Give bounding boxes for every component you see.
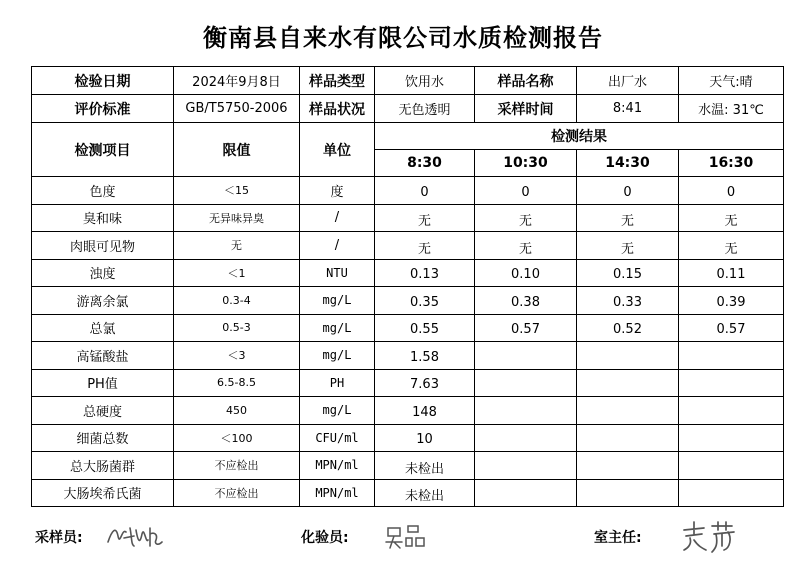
- row-result: 无: [577, 232, 679, 260]
- row-result: 无: [679, 204, 784, 232]
- row-result: 未检出: [375, 479, 475, 507]
- row-result: 0.39: [679, 287, 784, 315]
- sampler-label: 采样员:: [35, 530, 83, 546]
- row-item: 大肠埃希氏菌: [32, 479, 174, 507]
- row-result: [475, 424, 577, 452]
- row-result: 无: [375, 204, 475, 232]
- row-result: 0.33: [577, 287, 679, 315]
- row-result: [679, 369, 784, 397]
- row-result: 7.63: [375, 369, 475, 397]
- row-unit: mg/L: [300, 397, 375, 425]
- row-result: 无: [475, 204, 577, 232]
- row-result: 无: [679, 232, 784, 260]
- column-header-row-1: [32, 123, 784, 150]
- row-result: 0.15: [577, 259, 679, 287]
- row-result: [475, 452, 577, 480]
- row-unit: MPN/ml: [300, 452, 375, 480]
- row-result: [577, 452, 679, 480]
- row-unit: CFU/ml: [300, 424, 375, 452]
- table-row-color: [32, 177, 784, 205]
- table-row-total-hardness: [32, 397, 784, 425]
- row-unit: /: [300, 232, 375, 260]
- row-result: 0.13: [375, 259, 475, 287]
- row-result: [577, 424, 679, 452]
- director-signature: [682, 520, 738, 554]
- row-result: 无: [577, 204, 679, 232]
- row-result: [577, 342, 679, 370]
- row-limit: ＜15: [174, 177, 300, 205]
- row-limit: 无异味异臭: [174, 204, 300, 232]
- row-item: 高锰酸盐: [32, 342, 174, 370]
- row-limit: ＜3: [174, 342, 300, 370]
- row-item: 细菌总数: [32, 424, 174, 452]
- table-row-total-coliform: [32, 452, 784, 480]
- row-result: 0.35: [375, 287, 475, 315]
- row-item: PH值: [32, 369, 174, 397]
- row-limit: 6.5-8.5: [174, 369, 300, 397]
- row-item: 色度: [32, 177, 174, 205]
- row-limit: 450: [174, 397, 300, 425]
- table-row-permanganate: [32, 342, 784, 370]
- sampling-time-label: 采样时间: [475, 95, 577, 123]
- row-limit: 0.3-4: [174, 287, 300, 315]
- row-result: 0.52: [577, 314, 679, 342]
- standard-value: GB/T5750-2006: [174, 95, 300, 123]
- row-result: [679, 397, 784, 425]
- row-item: 游离余氯: [32, 287, 174, 315]
- row-result: [679, 479, 784, 507]
- col-time-header: 14:30: [577, 150, 679, 177]
- row-result: 10: [375, 424, 475, 452]
- sample-type-label: 样品类型: [300, 67, 375, 95]
- row-result: [679, 452, 784, 480]
- row-unit: mg/L: [300, 314, 375, 342]
- row-result: 0: [375, 177, 475, 205]
- row-limit: ＜1: [174, 259, 300, 287]
- row-unit: mg/L: [300, 287, 375, 315]
- row-result: [475, 397, 577, 425]
- row-result: 无: [375, 232, 475, 260]
- row-limit: 无: [174, 232, 300, 260]
- table-row-visible-matter: [32, 232, 784, 260]
- row-result: 0.57: [475, 314, 577, 342]
- row-item: 总氯: [32, 314, 174, 342]
- row-limit: ＜100: [174, 424, 300, 452]
- row-item: 臭和味: [32, 204, 174, 232]
- water-temp-value: 水温: 31℃: [679, 95, 784, 123]
- row-result: [475, 369, 577, 397]
- row-result: [679, 342, 784, 370]
- col-time-header: 10:30: [475, 150, 577, 177]
- standard-label: 评价标准: [32, 95, 174, 123]
- col-time-header: 16:30: [679, 150, 784, 177]
- row-unit: NTU: [300, 259, 375, 287]
- row-result: 0: [475, 177, 577, 205]
- row-limit: 不应检出: [174, 479, 300, 507]
- test-date-value: 2024年9月8日: [174, 67, 300, 95]
- sampling-time-value: 8:41: [577, 95, 679, 123]
- row-item: 总大肠菌群: [32, 452, 174, 480]
- row-result: [577, 479, 679, 507]
- row-unit: mg/L: [300, 342, 375, 370]
- sample-name-value: 出厂水: [577, 67, 679, 95]
- row-item: 浊度: [32, 259, 174, 287]
- row-result: 0: [679, 177, 784, 205]
- row-limit: 0.5-3: [174, 314, 300, 342]
- header-row-1: [32, 67, 784, 95]
- col-item-header: 检测项目: [32, 123, 174, 177]
- row-result: [475, 342, 577, 370]
- director-label: 室主任:: [594, 530, 642, 546]
- sampler-signature: [104, 520, 166, 552]
- row-result: 0.38: [475, 287, 577, 315]
- row-result: 0.55: [375, 314, 475, 342]
- row-result: 0.10: [475, 259, 577, 287]
- row-result: [679, 424, 784, 452]
- col-limit-header: 限值: [174, 123, 300, 177]
- row-unit: /: [300, 204, 375, 232]
- table-row-turbidity: [32, 259, 784, 287]
- row-result: 未检出: [375, 452, 475, 480]
- row-result: 0.11: [679, 259, 784, 287]
- row-unit: MPN/ml: [300, 479, 375, 507]
- test-date-label: 检验日期: [32, 67, 174, 95]
- row-result: [475, 479, 577, 507]
- table-row-free-chlorine: [32, 287, 784, 315]
- row-result: [577, 369, 679, 397]
- sample-status-label: 样品状况: [300, 95, 375, 123]
- sample-name-label: 样品名称: [475, 67, 577, 95]
- table-row-e-coli: [32, 479, 784, 507]
- table-row-odor-taste: [32, 204, 784, 232]
- tester-signature: [384, 520, 434, 552]
- row-result: 0.57: [679, 314, 784, 342]
- row-result: 0: [577, 177, 679, 205]
- row-result: 无: [475, 232, 577, 260]
- table-row-ph: [32, 369, 784, 397]
- table-row-total-chlorine: [32, 314, 784, 342]
- row-item: 肉眼可见物: [32, 232, 174, 260]
- weather-value: 天气:晴: [679, 67, 784, 95]
- col-unit-header: 单位: [300, 123, 375, 177]
- row-item: 总硬度: [32, 397, 174, 425]
- row-limit: 不应检出: [174, 452, 300, 480]
- sample-type-value: 饮用水: [375, 67, 475, 95]
- report-title: 衡南县自来水有限公司水质检测报告: [203, 24, 603, 52]
- table-row-bacteria-count: [32, 424, 784, 452]
- row-result: 148: [375, 397, 475, 425]
- row-result: [577, 397, 679, 425]
- water-quality-table: [31, 66, 784, 507]
- row-result: 1.58: [375, 342, 475, 370]
- row-unit: 度: [300, 177, 375, 205]
- header-row-2: [32, 95, 784, 123]
- col-results-header: 检测结果: [375, 123, 784, 150]
- col-time-header: 8:30: [375, 150, 475, 177]
- tester-label: 化验员:: [301, 530, 349, 546]
- sample-status-value: 无色透明: [375, 95, 475, 123]
- row-unit: PH: [300, 369, 375, 397]
